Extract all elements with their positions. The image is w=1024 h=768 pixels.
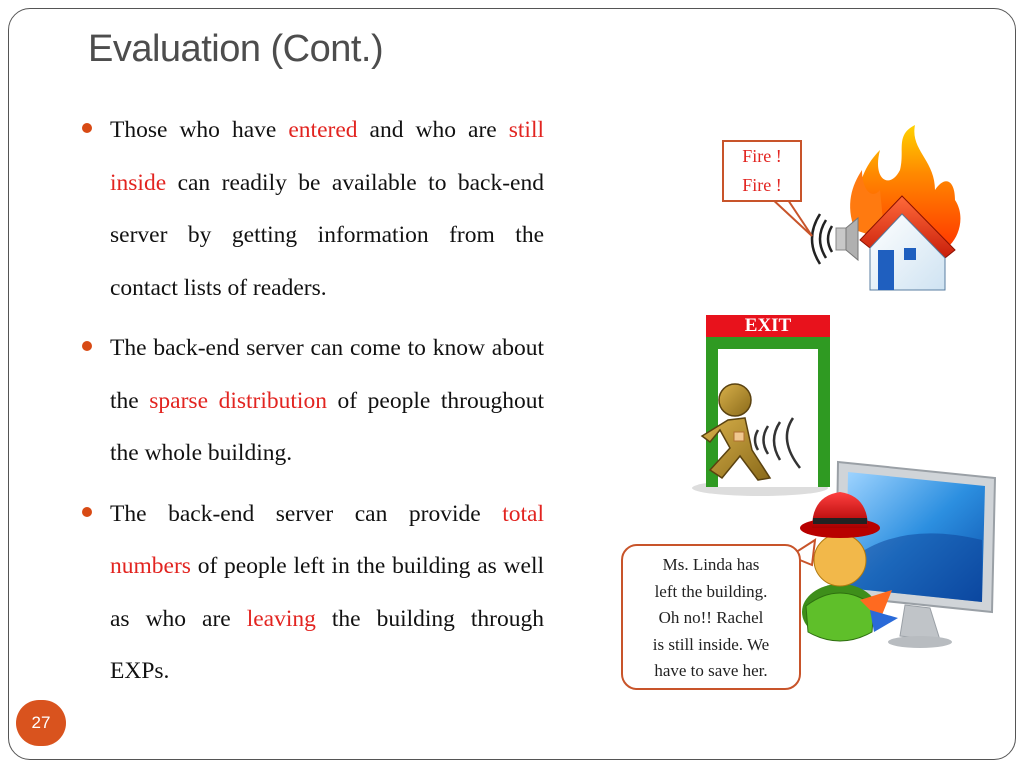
page-number-badge: 27 bbox=[16, 700, 66, 746]
text-segment: The back-end server can provide bbox=[110, 500, 503, 527]
highlighted-term: leaving bbox=[246, 605, 316, 632]
callout-line: Fire ! bbox=[742, 175, 782, 195]
alarm-speaker-icon bbox=[812, 214, 858, 264]
text-segment: of people left in the building as well as who are bbox=[110, 553, 544, 632]
text-segment: the building through EXPs. bbox=[110, 605, 544, 684]
text-segment: of people throughout the whole building. bbox=[110, 387, 544, 466]
burning-house-icon bbox=[850, 125, 960, 290]
text-segment: Those who have bbox=[110, 117, 289, 143]
callout-line: have to save her. bbox=[654, 661, 768, 680]
status-callout bbox=[621, 544, 801, 690]
callout-line: Oh no!! Rachel bbox=[658, 608, 764, 627]
text-segment: can readily be available to back-end server by getting information from the contact lists of readers. bbox=[110, 169, 544, 301]
highlighted-term: entered bbox=[288, 117, 358, 143]
highlighted-term: still inside bbox=[110, 117, 544, 196]
exit-sign: EXIT bbox=[706, 315, 830, 337]
callout-line: Fire ! bbox=[742, 146, 782, 166]
callout-line: left the building. bbox=[654, 581, 768, 601]
callout-line: is still inside. We bbox=[652, 634, 770, 654]
fire-alert-callout bbox=[722, 140, 802, 202]
highlighted-term: sparse distribution bbox=[149, 387, 327, 414]
text-segment: The back-end server can come to know about the bbox=[110, 335, 544, 414]
callout-line: Ms. Linda has bbox=[662, 555, 760, 574]
slide-title: Evaluation (Cont.) bbox=[88, 28, 384, 70]
text-segment: and who are bbox=[357, 117, 509, 143]
highlighted-term: total numbers bbox=[110, 500, 544, 579]
